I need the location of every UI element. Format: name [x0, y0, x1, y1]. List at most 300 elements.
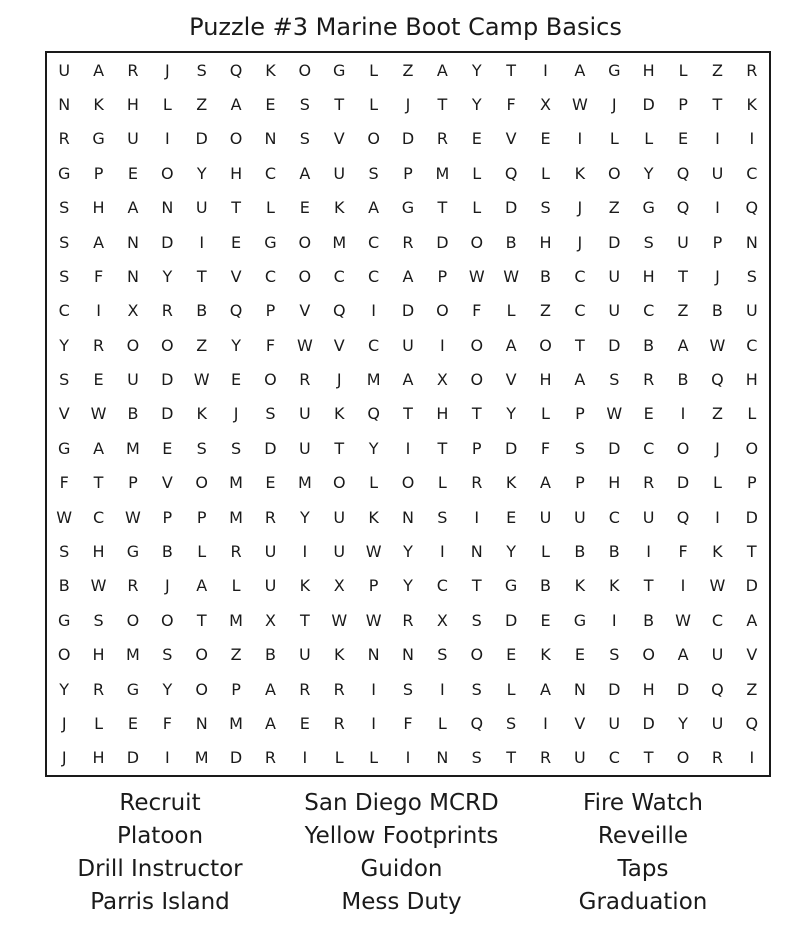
grid-letter[interactable]: H	[436, 404, 449, 424]
grid-letter[interactable]: T	[196, 266, 207, 286]
grid-letter[interactable]: B	[540, 576, 551, 596]
grid-letter[interactable]: V	[58, 404, 70, 424]
grid-letter[interactable]: U	[333, 542, 346, 562]
grid-letter[interactable]: Q	[229, 60, 243, 80]
grid-letter[interactable]: W	[296, 335, 313, 355]
grid-letter[interactable]: O	[126, 610, 140, 630]
grid-letter[interactable]: I	[405, 748, 411, 768]
grid-letter[interactable]: A	[540, 679, 551, 699]
grid-letter[interactable]: E	[574, 645, 585, 665]
grid-letter[interactable]: A	[127, 198, 139, 218]
grid-letter[interactable]: A	[93, 232, 105, 252]
grid-letter[interactable]: S	[299, 95, 310, 115]
grid-letter[interactable]: L	[94, 713, 104, 733]
grid-letter[interactable]: X	[333, 576, 345, 596]
grid-letter[interactable]: K	[574, 576, 586, 596]
grid-letter[interactable]: Y	[231, 335, 241, 355]
grid-letter[interactable]: E	[677, 129, 689, 149]
grid-letter[interactable]: P	[368, 576, 379, 596]
grid-letter[interactable]: E	[540, 129, 551, 149]
grid-letter[interactable]: A	[402, 370, 414, 390]
grid-letter[interactable]: L	[369, 60, 379, 80]
grid-letter[interactable]: L	[678, 60, 688, 80]
grid-letter[interactable]: E	[299, 198, 310, 218]
grid-letter[interactable]: E	[471, 129, 482, 149]
grid-letter[interactable]: U	[608, 301, 621, 321]
grid-letter[interactable]: T	[196, 610, 207, 630]
grid-letter[interactable]: T	[506, 748, 517, 768]
grid-letter[interactable]: R	[333, 679, 345, 699]
grid-letter[interactable]: O	[161, 610, 174, 630]
grid-letter[interactable]: N	[126, 266, 139, 286]
grid-letter[interactable]: C	[711, 610, 723, 630]
grid-letter[interactable]: M	[229, 507, 243, 527]
grid-letter[interactable]: L	[197, 542, 207, 562]
grid-letter[interactable]: F	[506, 95, 516, 115]
grid-letter[interactable]: K	[746, 95, 758, 115]
grid-letter[interactable]: A	[574, 370, 586, 390]
grid-letter[interactable]: G	[401, 198, 415, 218]
grid-letter[interactable]: B	[540, 266, 551, 286]
grid-letter[interactable]: O	[298, 60, 312, 80]
grid-letter[interactable]: Q	[745, 198, 759, 218]
grid-letter[interactable]: D	[195, 129, 208, 149]
grid-letter[interactable]: O	[745, 438, 759, 458]
grid-letter[interactable]: I	[715, 507, 720, 527]
grid-letter[interactable]: M	[297, 473, 312, 493]
grid-letter[interactable]: J	[715, 266, 720, 286]
grid-letter[interactable]: I	[440, 679, 445, 699]
grid-letter[interactable]: L	[541, 163, 550, 183]
grid-letter[interactable]: W	[709, 576, 726, 596]
grid-letter[interactable]: S	[162, 645, 173, 665]
grid-letter[interactable]: S	[574, 438, 585, 458]
grid-letter[interactable]: S	[265, 404, 276, 424]
grid-letter[interactable]: F	[265, 335, 276, 355]
grid-letter[interactable]: M	[366, 370, 381, 390]
grid-letter[interactable]: T	[437, 95, 448, 115]
grid-letter[interactable]: R	[643, 370, 655, 390]
grid-letter[interactable]: U	[574, 507, 586, 527]
grid-letter[interactable]: V	[574, 713, 586, 733]
grid-letter[interactable]: N	[402, 645, 414, 665]
grid-letter[interactable]: J	[233, 404, 239, 424]
grid-letter[interactable]: J	[164, 60, 170, 80]
grid-letter[interactable]: O	[436, 301, 449, 321]
grid-letter[interactable]: T	[678, 266, 688, 286]
grid-letter[interactable]: B	[161, 542, 173, 562]
grid-letter[interactable]: W	[331, 610, 348, 630]
grid-letter[interactable]: I	[440, 335, 445, 355]
grid-letter[interactable]: J	[577, 198, 583, 218]
grid-letter[interactable]: K	[93, 95, 104, 115]
grid-letter[interactable]: R	[93, 679, 105, 699]
grid-letter[interactable]: R	[436, 129, 448, 149]
grid-letter[interactable]: B	[643, 610, 655, 630]
grid-letter[interactable]: D	[608, 232, 621, 252]
grid-letter[interactable]: Y	[471, 95, 482, 115]
grid-letter[interactable]: O	[229, 129, 243, 149]
grid-letter[interactable]: Q	[711, 679, 724, 699]
grid-letter[interactable]: J	[61, 748, 67, 768]
grid-letter[interactable]: W	[90, 404, 107, 424]
grid-letter[interactable]: U	[574, 748, 586, 768]
grid-letter[interactable]: M	[194, 748, 209, 768]
grid-letter[interactable]: I	[680, 576, 686, 596]
grid-letter[interactable]: T	[231, 198, 241, 218]
grid-letter[interactable]: C	[264, 266, 277, 286]
grid-letter[interactable]: T	[471, 576, 482, 596]
grid-letter[interactable]: U	[745, 301, 758, 321]
grid-letter[interactable]: W	[468, 266, 485, 286]
grid-letter[interactable]: R	[299, 370, 311, 390]
grid-letter[interactable]: S	[196, 438, 207, 458]
grid-letter[interactable]: O	[195, 473, 208, 493]
grid-letter[interactable]: E	[643, 404, 654, 424]
grid-letter[interactable]: O	[264, 370, 277, 390]
grid-letter[interactable]: G	[642, 198, 655, 218]
grid-letter[interactable]: D	[642, 713, 655, 733]
grid-letter[interactable]: B	[677, 370, 689, 390]
grid-letter[interactable]: N	[161, 198, 174, 218]
grid-letter[interactable]: A	[402, 266, 414, 286]
grid-letter[interactable]: D	[401, 301, 415, 321]
grid-letter[interactable]: G	[264, 232, 277, 252]
grid-letter[interactable]: B	[264, 645, 276, 665]
grid-letter[interactable]: O	[607, 163, 621, 183]
grid-letter[interactable]: U	[711, 713, 724, 733]
grid-letter[interactable]: S	[59, 542, 70, 562]
grid-letter[interactable]: M	[332, 232, 347, 252]
grid-letter[interactable]: T	[437, 438, 448, 458]
grid-letter[interactable]: S	[93, 610, 104, 630]
grid-letter[interactable]: L	[609, 129, 619, 149]
grid-letter[interactable]: Q	[711, 370, 724, 390]
grid-letter[interactable]: R	[58, 129, 70, 149]
grid-letter[interactable]: Z	[711, 404, 723, 424]
grid-letter[interactable]: O	[642, 645, 655, 665]
grid-letter[interactable]: W	[709, 335, 726, 355]
grid-letter[interactable]: A	[93, 438, 105, 458]
grid-letter[interactable]: C	[368, 232, 380, 252]
grid-letter[interactable]: I	[371, 301, 376, 321]
grid-letter[interactable]: A	[264, 679, 276, 699]
grid-letter[interactable]: B	[196, 301, 208, 321]
grid-letter[interactable]: S	[609, 645, 620, 665]
grid-letter[interactable]: S	[59, 232, 70, 252]
grid-letter[interactable]: W	[503, 266, 520, 286]
grid-letter[interactable]: A	[93, 60, 105, 80]
grid-letter[interactable]: H	[92, 748, 105, 768]
grid-letter[interactable]: Y	[368, 438, 379, 458]
grid-letter[interactable]: U	[298, 438, 311, 458]
grid-letter[interactable]: V	[161, 473, 173, 493]
grid-letter[interactable]: U	[127, 370, 139, 390]
grid-letter[interactable]: B	[643, 335, 655, 355]
grid-letter[interactable]: A	[677, 335, 689, 355]
grid-letter[interactable]: H	[92, 542, 105, 562]
grid-letter[interactable]: A	[230, 95, 242, 115]
grid-letter[interactable]: C	[58, 301, 70, 321]
grid-letter[interactable]: S	[231, 438, 242, 458]
grid-letter[interactable]: N	[470, 542, 483, 562]
grid-letter[interactable]: Y	[299, 507, 310, 527]
grid-letter[interactable]: O	[539, 335, 552, 355]
grid-letter[interactable]: D	[504, 438, 518, 458]
grid-letter[interactable]: O	[470, 645, 484, 665]
grid-letter[interactable]: H	[92, 645, 105, 665]
grid-letter[interactable]: J	[164, 576, 170, 596]
grid-letter[interactable]: D	[126, 748, 140, 768]
grid-letter[interactable]: L	[369, 95, 379, 115]
grid-letter[interactable]: S	[471, 679, 482, 699]
grid-letter[interactable]: P	[403, 163, 413, 183]
grid-letter[interactable]: I	[543, 60, 548, 80]
grid-letter[interactable]: E	[162, 438, 173, 458]
grid-letter[interactable]: O	[161, 163, 174, 183]
grid-letter[interactable]: N	[573, 679, 586, 699]
grid-letter[interactable]: I	[302, 542, 308, 562]
grid-letter[interactable]: W	[56, 507, 73, 527]
grid-letter[interactable]: I	[199, 232, 205, 252]
grid-letter[interactable]: Z	[540, 301, 551, 321]
grid-letter[interactable]: K	[333, 404, 345, 424]
grid-letter[interactable]: W	[193, 370, 210, 390]
grid-letter[interactable]: Y	[643, 163, 654, 183]
grid-letter[interactable]: I	[680, 404, 686, 424]
grid-letter[interactable]: U	[333, 163, 346, 183]
grid-letter[interactable]: E	[231, 232, 242, 252]
grid-letter[interactable]: V	[299, 301, 311, 321]
grid-letter[interactable]: F	[59, 473, 69, 493]
grid-letter[interactable]: M	[126, 438, 140, 458]
grid-letter[interactable]: K	[333, 198, 345, 218]
grid-letter[interactable]: X	[540, 95, 551, 115]
grid-letter[interactable]: N	[745, 232, 758, 252]
grid-letter[interactable]: Z	[230, 645, 242, 665]
grid-letter[interactable]: I	[440, 542, 445, 562]
grid-letter[interactable]: I	[749, 748, 755, 768]
grid-letter[interactable]: T	[712, 95, 723, 115]
grid-letter[interactable]: Q	[676, 198, 690, 218]
grid-letter[interactable]: Z	[608, 198, 620, 218]
grid-letter[interactable]: Q	[745, 713, 759, 733]
grid-letter[interactable]: I	[715, 129, 720, 149]
grid-letter[interactable]: S	[437, 507, 448, 527]
grid-letter[interactable]: Y	[506, 404, 517, 424]
grid-letter[interactable]: Y	[196, 163, 207, 183]
grid-letter[interactable]: P	[712, 232, 723, 252]
grid-letter[interactable]: O	[676, 438, 690, 458]
grid-letter[interactable]: W	[606, 404, 623, 424]
grid-letter[interactable]: C	[333, 266, 345, 286]
grid-letter[interactable]: E	[265, 95, 276, 115]
grid-letter[interactable]: Z	[196, 95, 208, 115]
grid-letter[interactable]: L	[541, 542, 550, 562]
grid-letter[interactable]: U	[127, 129, 139, 149]
grid-letter[interactable]: J	[611, 95, 617, 115]
grid-letter[interactable]: Q	[676, 163, 690, 183]
grid-letter[interactable]: J	[61, 713, 67, 733]
grid-letter[interactable]: R	[264, 507, 277, 527]
grid-letter[interactable]: G	[126, 679, 140, 699]
grid-letter[interactable]: L	[644, 129, 654, 149]
grid-letter[interactable]: A	[540, 473, 551, 493]
grid-letter[interactable]: T	[299, 610, 310, 630]
grid-letter[interactable]: E	[93, 370, 104, 390]
grid-letter[interactable]: C	[643, 301, 655, 321]
grid-letter[interactable]: G	[504, 576, 518, 596]
grid-letter[interactable]: P	[128, 473, 138, 493]
grid-letter[interactable]: C	[264, 163, 277, 183]
grid-letter[interactable]: G	[57, 163, 71, 183]
grid-letter[interactable]: B	[711, 301, 723, 321]
grid-letter[interactable]: S	[540, 198, 551, 218]
grid-letter[interactable]: N	[126, 232, 139, 252]
grid-letter[interactable]: I	[749, 129, 755, 149]
grid-letter[interactable]: I	[371, 679, 376, 699]
grid-letter[interactable]: H	[539, 232, 552, 252]
grid-letter[interactable]: U	[711, 163, 724, 183]
grid-letter[interactable]: U	[677, 232, 689, 252]
grid-letter[interactable]: K	[299, 576, 311, 596]
grid-letter[interactable]: S	[59, 370, 70, 390]
grid-letter[interactable]: U	[264, 576, 277, 596]
grid-letter[interactable]: K	[368, 507, 379, 527]
grid-letter[interactable]: Q	[676, 507, 690, 527]
grid-letter[interactable]: Z	[746, 679, 758, 699]
grid-letter[interactable]: T	[403, 404, 413, 424]
grid-letter[interactable]: I	[543, 713, 548, 733]
grid-letter[interactable]: S	[299, 129, 310, 149]
grid-letter[interactable]: O	[470, 232, 484, 252]
grid-letter[interactable]: T	[643, 576, 654, 596]
grid-letter[interactable]: S	[471, 748, 482, 768]
grid-letter[interactable]: W	[365, 542, 382, 562]
grid-letter[interactable]: O	[57, 645, 71, 665]
grid-letter[interactable]: G	[333, 60, 346, 80]
grid-letter[interactable]: R	[230, 542, 242, 562]
grid-letter[interactable]: C	[608, 748, 620, 768]
grid-letter[interactable]: G	[573, 610, 587, 630]
grid-letter[interactable]: B	[505, 232, 517, 252]
grid-letter[interactable]: L	[747, 404, 757, 424]
grid-letter[interactable]: U	[298, 645, 311, 665]
grid-letter[interactable]: A	[299, 163, 311, 183]
grid-letter[interactable]: E	[540, 610, 551, 630]
grid-letter[interactable]: J	[577, 232, 583, 252]
grid-letter[interactable]: R	[711, 748, 723, 768]
grid-letter[interactable]: B	[58, 576, 70, 596]
grid-letter[interactable]: S	[59, 266, 70, 286]
grid-letter[interactable]: Q	[229, 301, 243, 321]
grid-letter[interactable]: C	[368, 335, 380, 355]
grid-letter[interactable]: W	[125, 507, 141, 527]
grid-letter[interactable]: F	[162, 713, 172, 733]
grid-letter[interactable]: T	[334, 438, 345, 458]
grid-letter[interactable]: I	[577, 129, 583, 149]
grid-letter[interactable]: O	[161, 335, 174, 355]
grid-letter[interactable]: C	[746, 335, 758, 355]
grid-letter[interactable]: D	[161, 232, 174, 252]
grid-letter[interactable]: X	[264, 610, 276, 630]
grid-letter[interactable]: D	[676, 473, 690, 493]
grid-letter[interactable]: P	[265, 301, 276, 321]
grid-letter[interactable]: R	[402, 610, 414, 630]
grid-letter[interactable]: O	[401, 473, 415, 493]
grid-letter[interactable]: R	[127, 60, 139, 80]
grid-letter[interactable]: D	[161, 370, 174, 390]
grid-letter[interactable]: L	[162, 95, 172, 115]
grid-letter[interactable]: G	[92, 129, 105, 149]
grid-letter[interactable]: S	[609, 370, 620, 390]
grid-letter[interactable]: U	[195, 198, 208, 218]
grid-letter[interactable]: U	[264, 542, 277, 562]
grid-letter[interactable]: O	[367, 129, 380, 149]
grid-letter[interactable]: O	[470, 335, 484, 355]
grid-letter[interactable]: H	[539, 370, 552, 390]
grid-letter[interactable]: W	[571, 95, 588, 115]
grid-letter[interactable]: Y	[59, 679, 70, 699]
grid-letter[interactable]: J	[405, 95, 411, 115]
grid-letter[interactable]: D	[161, 404, 174, 424]
grid-letter[interactable]: I	[164, 129, 170, 149]
grid-letter[interactable]: I	[164, 748, 170, 768]
grid-letter[interactable]: I	[302, 748, 308, 768]
grid-letter[interactable]: U	[642, 507, 655, 527]
grid-letter[interactable]: M	[229, 473, 243, 493]
grid-letter[interactable]: E	[127, 713, 138, 733]
letter-grid[interactable]	[47, 53, 769, 775]
grid-letter[interactable]: P	[471, 438, 482, 458]
grid-letter[interactable]: D	[608, 335, 621, 355]
grid-letter[interactable]: A	[264, 713, 276, 733]
grid-letter[interactable]: C	[368, 266, 380, 286]
grid-letter[interactable]: E	[231, 370, 242, 390]
grid-letter[interactable]: U	[711, 645, 724, 665]
grid-letter[interactable]: B	[574, 542, 586, 562]
grid-letter[interactable]: L	[231, 576, 241, 596]
grid-letter[interactable]: U	[539, 507, 552, 527]
grid-letter[interactable]: Z	[196, 335, 208, 355]
grid-letter[interactable]: W	[675, 610, 691, 630]
grid-letter[interactable]: A	[368, 198, 380, 218]
grid-letter[interactable]: P	[575, 404, 585, 424]
grid-letter[interactable]: O	[332, 473, 346, 493]
grid-letter[interactable]: L	[369, 748, 379, 768]
grid-letter[interactable]: L	[712, 473, 722, 493]
grid-letter[interactable]: L	[437, 473, 447, 493]
grid-letter[interactable]: O	[298, 232, 312, 252]
grid-letter[interactable]: C	[643, 438, 655, 458]
grid-letter[interactable]: O	[126, 335, 140, 355]
grid-letter[interactable]: D	[264, 438, 277, 458]
grid-letter[interactable]: A	[574, 60, 586, 80]
grid-letter[interactable]: D	[436, 232, 449, 252]
grid-letter[interactable]: D	[401, 129, 415, 149]
grid-letter[interactable]: U	[402, 335, 414, 355]
grid-letter[interactable]: U	[608, 713, 621, 733]
grid-letter[interactable]: D	[745, 507, 758, 527]
grid-letter[interactable]: B	[608, 542, 620, 562]
grid-letter[interactable]: E	[265, 473, 276, 493]
grid-letter[interactable]: C	[746, 163, 758, 183]
grid-letter[interactable]: H	[230, 163, 243, 183]
grid-letter[interactable]: X	[436, 610, 448, 630]
grid-letter[interactable]: C	[436, 576, 448, 596]
grid-letter[interactable]: P	[678, 95, 688, 115]
grid-letter[interactable]: Y	[471, 60, 482, 80]
